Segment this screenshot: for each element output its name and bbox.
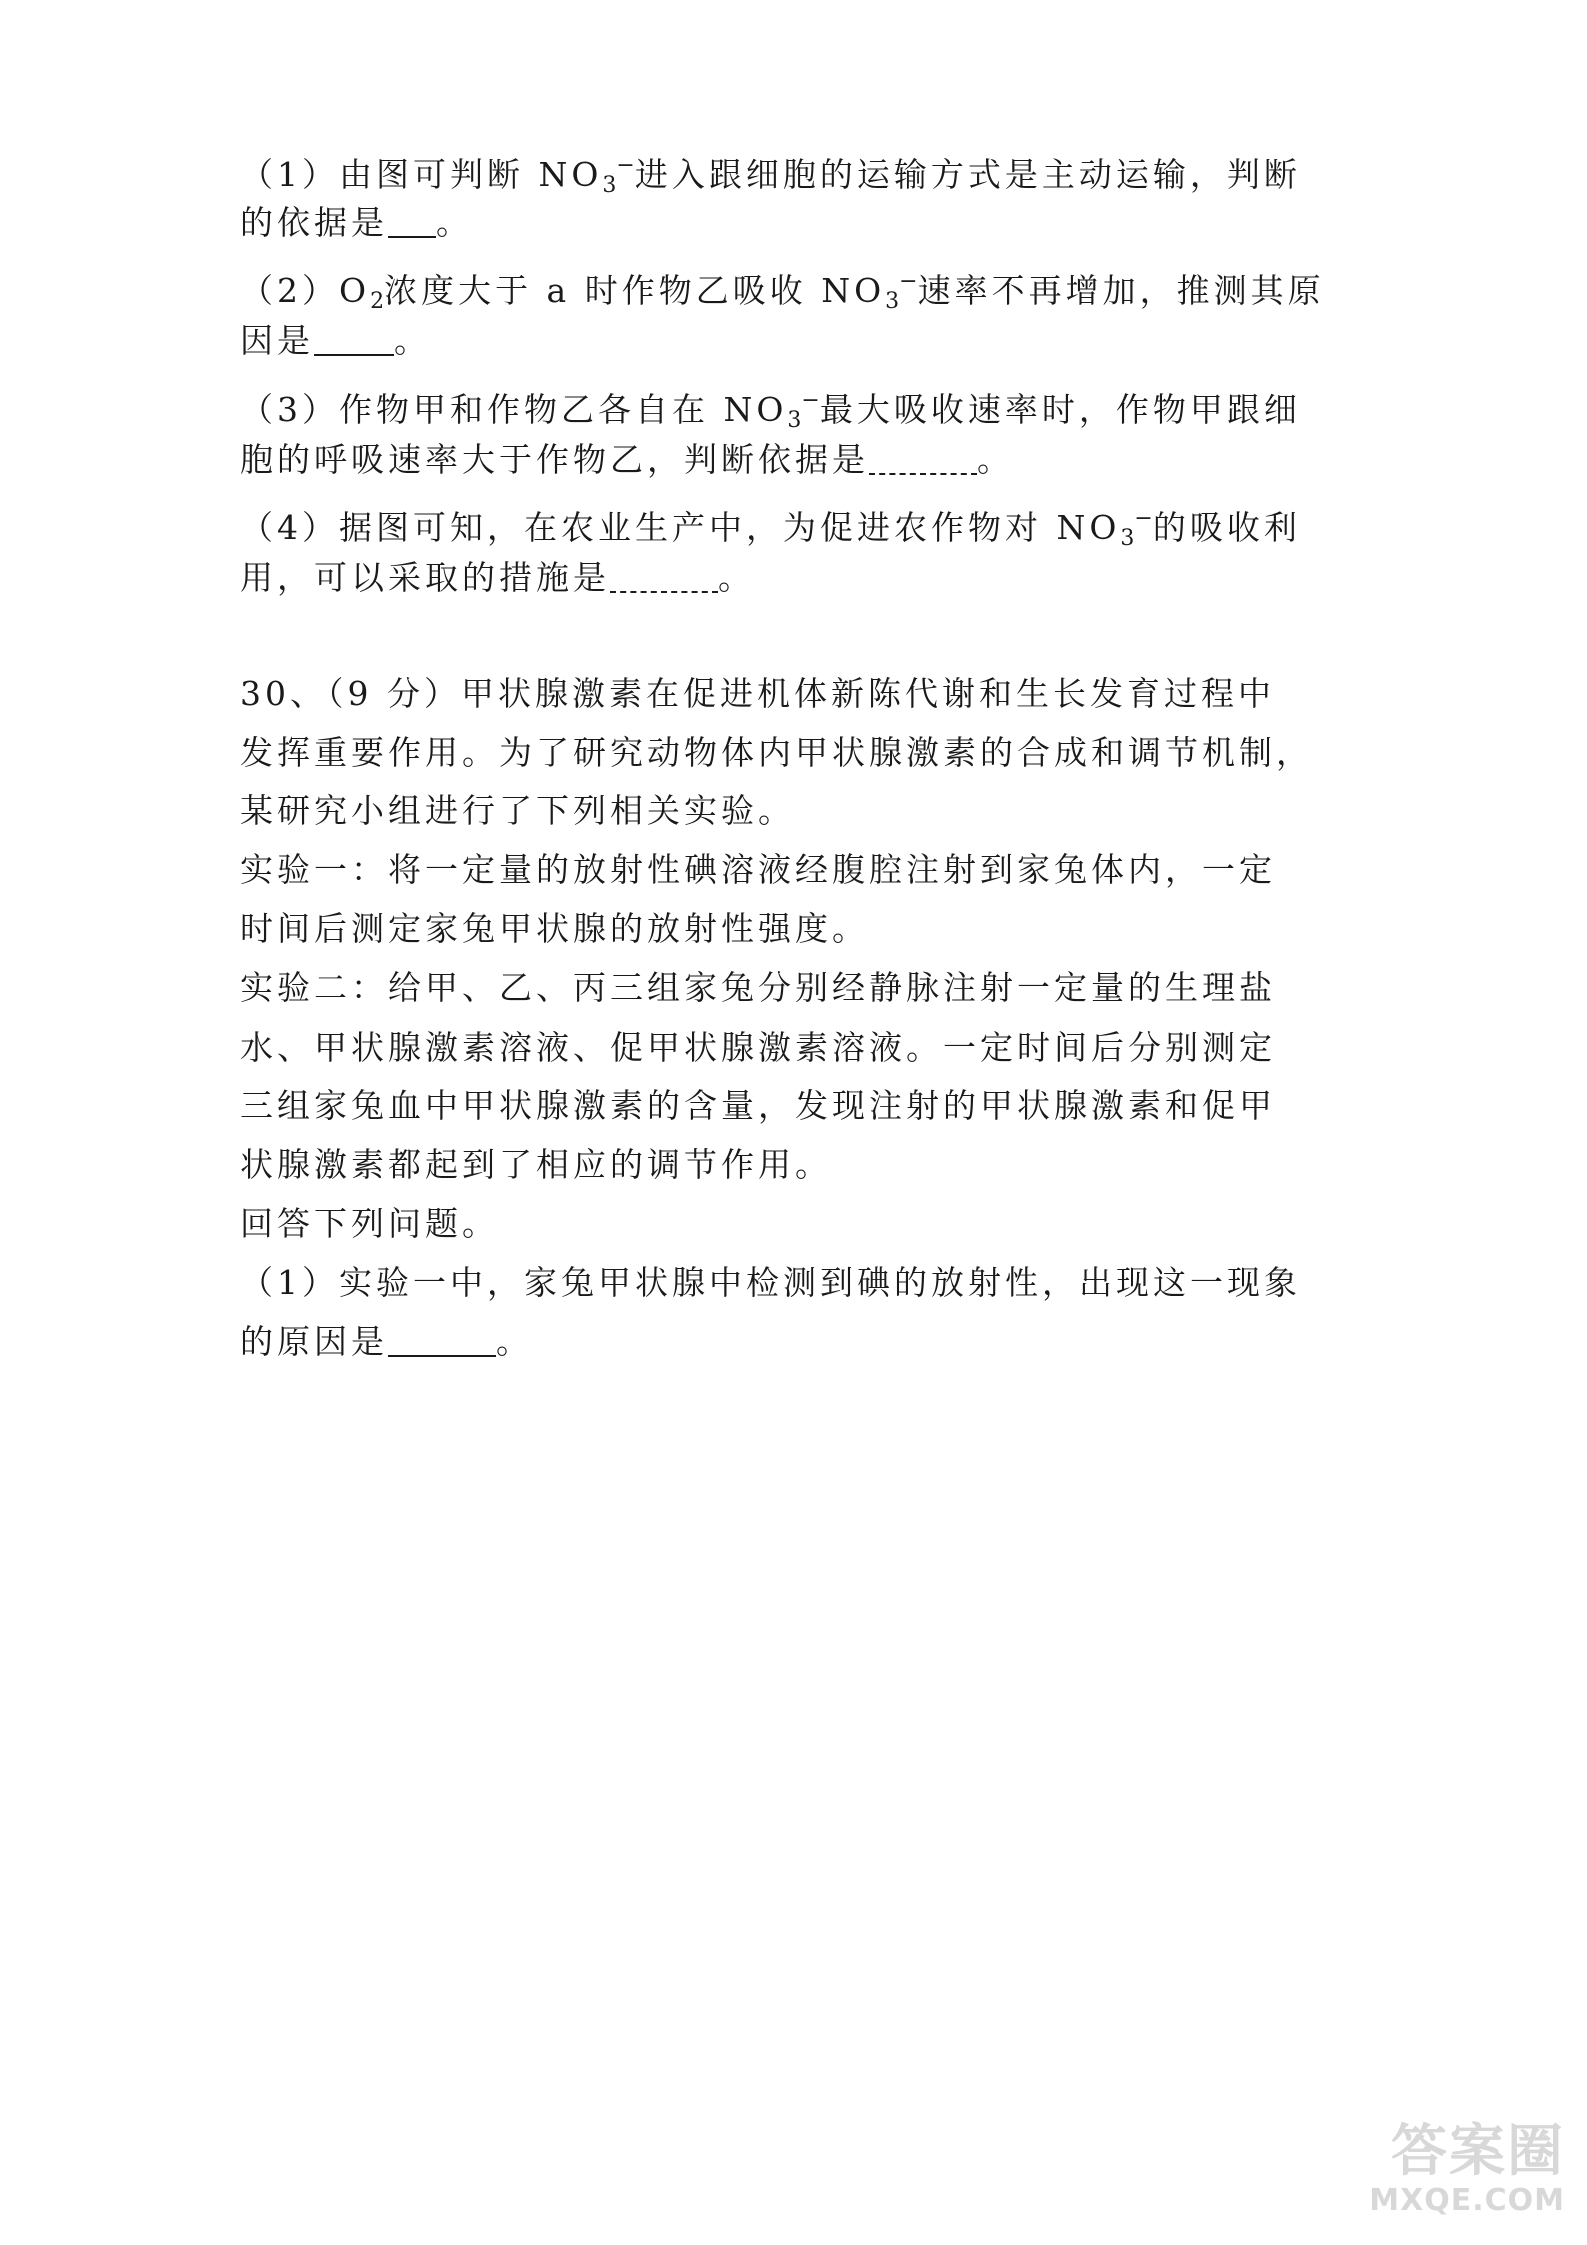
q30-line-1: 30、（9 分）甲状腺激素在促进机体新陈代谢和生长发育过程中 <box>240 674 1275 713</box>
q29-part2-line1 <box>240 262 1360 322</box>
q30-line-11: （1）实验一中，家兔甲状腺中检测到碘的放射性，出现这一现象 <box>240 1263 1301 1302</box>
text-segment: （4）据图可知，在农业生产中，为促进农作物对 NO <box>240 508 1121 547</box>
text-segment: 最大吸收速率时，作物甲跟细 <box>819 390 1301 429</box>
q30-line-3: 某研究小组进行了下列相关实验。 <box>240 791 795 830</box>
text-segment: （1）由图可判断 NO <box>240 155 603 194</box>
subscript: 3 <box>1120 526 1135 551</box>
q30-line-12 <box>240 1322 1360 1362</box>
text-segment: 。 <box>977 440 1014 479</box>
text-segment: 的吸收利 <box>1152 508 1301 547</box>
q30-line-7: 水、甲状腺激素溶液、促甲状腺激素溶液。一定时间后分别测定 <box>240 1028 1276 1067</box>
superscript: − <box>899 269 918 294</box>
answer-blank[interactable] <box>869 443 977 475</box>
text-segment: 。 <box>436 203 473 242</box>
q30-line-10: 回答下列问题。 <box>240 1204 499 1243</box>
watermark-url: MXQE.COM <box>1369 2183 1565 2218</box>
text-segment: 。 <box>394 321 431 360</box>
text-segment: 浓度大于 a 时作物乙吸收 NO <box>384 271 886 310</box>
text-segment: 的原因是 <box>240 1322 388 1361</box>
text-segment: 因是 <box>240 321 314 360</box>
q30-line-8: 三组家兔血中甲状腺激素的含量，发现注射的甲状腺激素和促甲 <box>240 1086 1276 1125</box>
answer-blank[interactable] <box>314 324 394 356</box>
q30-line-2: 发挥重要作用。为了研究动物体内甲状腺激素的合成和调节机制， <box>240 733 1313 772</box>
site-watermark <box>1345 2121 1565 2231</box>
q29-part3-line1 <box>240 381 1360 441</box>
text-segment: 速率不再增加，推测其原 <box>917 271 1325 310</box>
text-segment: （3）作物甲和作物乙各自在 NO <box>240 390 788 429</box>
q29-part1-line2 <box>240 203 1360 243</box>
text-segment: 。 <box>496 1322 533 1361</box>
answer-blank[interactable] <box>388 206 436 238</box>
q30-line-6: 实验二：给甲、乙、丙三组家兔分别经静脉注射一定量的生理盐 <box>240 968 1276 1007</box>
text-segment: 用，可以采取的措施是 <box>240 558 610 597</box>
subscript: 2 <box>370 289 385 314</box>
superscript: − <box>801 388 820 413</box>
subscript: 3 <box>602 173 617 198</box>
q30-line-5: 时间后测定家兔甲状腺的放射性强度。 <box>240 909 869 948</box>
q29-part1-line1 <box>240 146 1360 206</box>
text-segment: （2）O <box>240 271 371 310</box>
superscript: − <box>1134 506 1153 531</box>
q29-part4-line2 <box>240 558 1360 598</box>
q30-line-9: 状腺激素都起到了相应的调节作用。 <box>240 1145 832 1184</box>
text-segment: 的依据是 <box>240 203 388 242</box>
text-segment: 胞的呼吸速率大于作物乙，判断依据是 <box>240 440 869 479</box>
watermark-logo <box>1345 2121 1565 2183</box>
answer-blank[interactable] <box>610 561 718 593</box>
superscript: − <box>616 153 635 178</box>
q30-line-4: 实验一：将一定量的放射性碘溶液经腹腔注射到家兔体内，一定 <box>240 850 1276 889</box>
watermark-logo-text: 答案圈 <box>1391 2119 1565 2184</box>
answer-blank[interactable] <box>388 1325 496 1357</box>
text-segment: 。 <box>718 558 755 597</box>
subscript: 3 <box>787 408 802 433</box>
q29-part3-line2 <box>240 440 1360 480</box>
q29-part4-line1 <box>240 499 1360 559</box>
q29-part2-line2 <box>240 321 1360 361</box>
text-segment: 进入跟细胞的运输方式是主动运输，判断 <box>634 155 1301 194</box>
subscript: 3 <box>885 289 900 314</box>
